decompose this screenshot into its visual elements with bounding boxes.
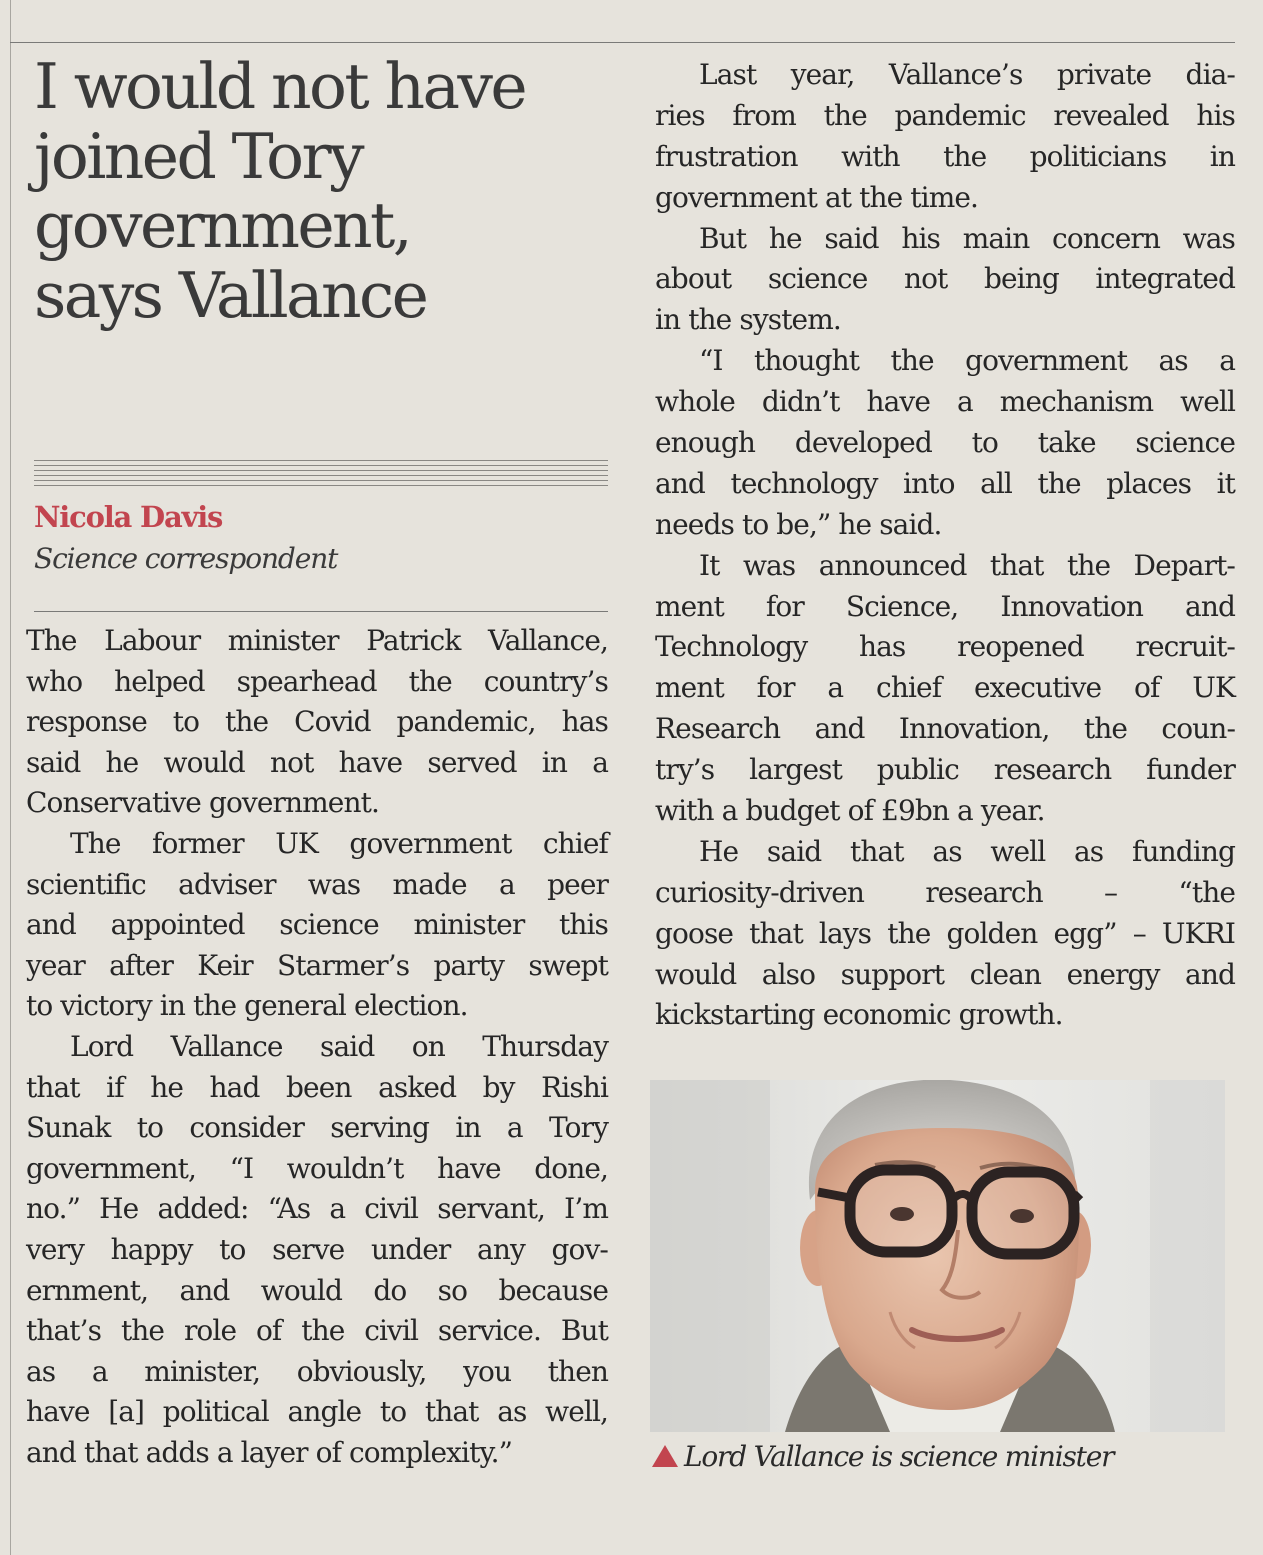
body-line: response to the Covid pandemic, has <box>26 705 608 739</box>
left-column-rule <box>10 0 11 1555</box>
article-body-right-column <box>655 55 1235 1036</box>
caption-triangle-icon <box>652 1445 678 1467</box>
body-line: frustration with the politicians in <box>655 139 1235 173</box>
photo-caption <box>652 1440 1113 1473</box>
photo-caption-text: Lord Vallance is science minister <box>684 1440 1114 1473</box>
body-line: very happy to serve under any gov- <box>26 1232 608 1266</box>
body-line: and technology into all the places it <box>655 466 1235 500</box>
body-line: with a budget of £9bn a year. <box>655 794 1045 828</box>
body-line: and that adds a layer of complexity.” <box>26 1435 513 1469</box>
body-line: Research and Innovation, the coun- <box>655 712 1235 746</box>
body-line: try’s largest public research funder <box>655 753 1235 787</box>
body-line: The Labour minister Patrick Vallance, <box>26 624 608 657</box>
body-line: kickstarting economic growth. <box>655 998 1063 1032</box>
body-line: “I thought the government as a <box>699 344 1235 378</box>
body-line: ries from the pandemic revealed his <box>655 98 1235 132</box>
byline-divider <box>34 611 608 612</box>
body-line: about science not being integrated <box>655 262 1235 296</box>
body-line: ment for a chief executive of UK <box>655 671 1235 705</box>
body-line: He said that as well as funding <box>699 834 1235 868</box>
body-line: that if he had been asked by Rishi <box>26 1070 608 1104</box>
body-line: enough developed to take science <box>655 426 1235 460</box>
headline-line: joined Tory <box>34 119 362 193</box>
body-line: The former UK government chief <box>70 826 608 860</box>
portrait-photo <box>650 1080 1225 1432</box>
body-line: no.” He added: “As a civil servant, I’m <box>26 1192 608 1226</box>
body-line: as a minister, obviously, you then <box>26 1354 608 1388</box>
article-body-left-column <box>26 621 608 1473</box>
headline-line: government, <box>34 189 411 262</box>
body-line: But he said his main concern was <box>699 221 1235 255</box>
body-line: government at the time. <box>655 180 979 214</box>
body-line: Sunak to consider serving in a Tory <box>26 1111 608 1145</box>
headline-line: says Vallance <box>34 258 427 332</box>
body-line: year after Keir Starmer’s party swept <box>26 948 608 982</box>
body-line: government, “I wouldn’t have done, <box>26 1151 608 1185</box>
body-line: curiosity-driven research – “the <box>655 875 1235 909</box>
headline <box>34 52 624 330</box>
body-line: in the system. <box>655 303 841 337</box>
headline-hatch-divider <box>34 460 608 490</box>
author-byline: Nicola Davis <box>34 500 223 534</box>
body-line: Conservative government. <box>26 786 379 820</box>
body-line: and appointed science minister this <box>26 908 608 942</box>
author-role: Science correspondent <box>34 542 338 575</box>
body-line: would also support clean energy and <box>655 957 1235 991</box>
body-line: have [a] political angle to that as well, <box>26 1395 608 1429</box>
body-line: said he would not have served in a <box>26 745 608 779</box>
body-line: that’s the role of the civil service. But <box>26 1314 608 1348</box>
portrait-illustration <box>650 1080 1225 1432</box>
top-rule <box>10 42 1235 43</box>
body-line: ernment, and would do so because <box>26 1273 608 1307</box>
body-line: goose that lays the golden egg” – UKRI <box>655 916 1235 950</box>
body-line: needs to be,” he said. <box>655 507 942 541</box>
body-line: Last year, Vallance’s private dia- <box>699 58 1235 91</box>
body-line: Lord Vallance said on Thursday <box>70 1029 608 1063</box>
body-line: to victory in the general election. <box>26 989 468 1023</box>
body-line: whole didn’t have a mechanism well <box>655 385 1235 419</box>
body-line: It was announced that the Depart- <box>699 548 1235 582</box>
body-line: who helped spearhead the country’s <box>26 664 608 698</box>
body-line: scientific adviser was made a peer <box>26 867 608 901</box>
body-line: ment for Science, Innovation and <box>655 589 1235 623</box>
headline-line: I would not have <box>34 50 526 123</box>
body-line: Technology has reopened recruit- <box>655 630 1235 664</box>
